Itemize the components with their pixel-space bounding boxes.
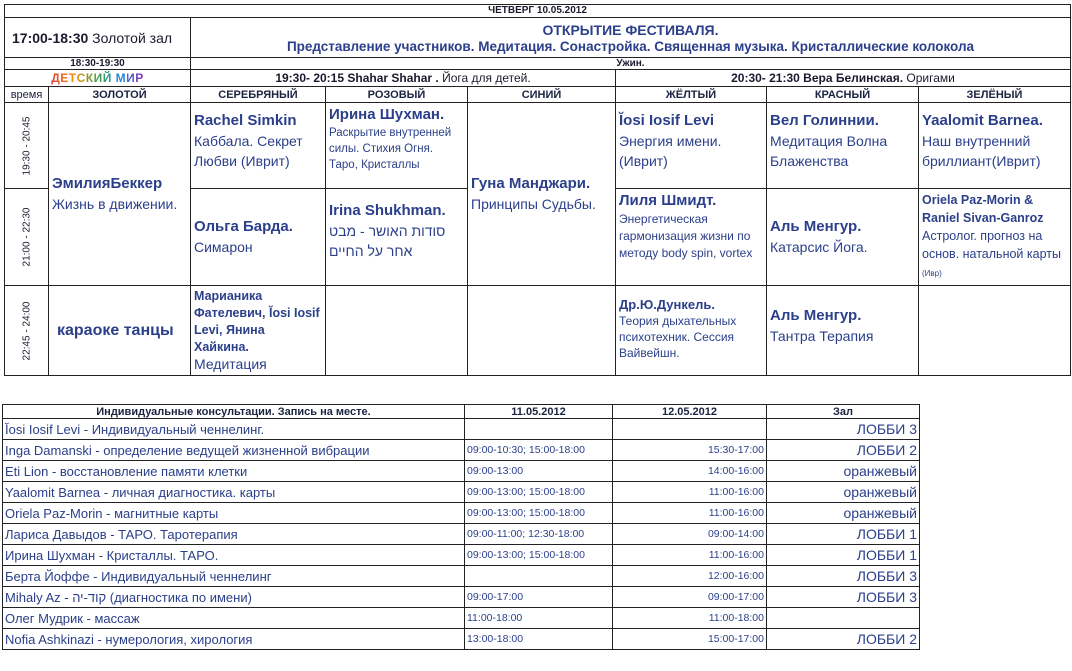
hall-name: оранжевый	[767, 461, 920, 482]
green-1-desc: Наш внутренний бриллиант(Иврит)	[922, 133, 1041, 169]
day1-hours: 09:00-13:00	[465, 461, 613, 482]
consultation-row	[3, 461, 920, 482]
silver-1-name: Rachel Simkin	[194, 112, 297, 129]
day1-hours: 09:00-11:00; 12:30-18:00	[465, 524, 613, 545]
hall-name: ЛОББИ 2	[767, 629, 920, 650]
red-2-cell	[767, 189, 919, 286]
silver-3-desc: Медитация	[194, 356, 267, 372]
day2-hours: 11:00-16:00	[613, 482, 767, 503]
red-1-desc: Медитация Волна Блаженства	[770, 133, 888, 169]
blue-main-desc: Принципы Судьбы.	[471, 196, 596, 212]
consultant-name: Oriela Paz-Morin - магнитные карты	[3, 503, 465, 524]
kids-event-1-time: 19:30- 20:15 Shahar Shahar .	[275, 71, 439, 85]
consultant-name: Mihaly Az - קוד-יה (диагностика по имени)	[3, 587, 465, 608]
pink-2-cell	[326, 189, 468, 286]
silver-2-name: Ольга Барда.	[194, 218, 293, 235]
silver-1-cell	[191, 103, 326, 189]
silver-3-name: Марианика Фателевич, Ĭosi Iosif Levi, Янина Хайкина.	[194, 289, 320, 354]
kids-event-2-title: Оригами	[906, 71, 955, 85]
hall-name: оранжевый	[767, 482, 920, 503]
green-1-name: Yaalomit Barnea.	[922, 112, 1043, 129]
header-time: время	[5, 87, 49, 103]
consultation-row	[3, 566, 920, 587]
kids-event-2-time: 20:30- 21:30 Вера Белинская.	[731, 71, 904, 85]
header-red: КРАСНЫЙ	[767, 87, 919, 103]
consultation-row	[3, 440, 920, 461]
slot-3-time: 22:45 - 24:00	[5, 286, 49, 376]
gold-main-desc: Жизнь в движении.	[52, 196, 178, 212]
yellow-1-cell	[616, 103, 767, 189]
cons-header-title: Индивидуальные консультации. Запись на месте.	[3, 405, 465, 419]
pink-1-cell	[326, 103, 468, 189]
consultation-row	[3, 629, 920, 650]
red-3-cell	[767, 286, 919, 376]
gold-main-name: ЭмилияБеккер	[52, 175, 163, 192]
day2-hours: 09:00-14:00	[613, 524, 767, 545]
opening-time-cell	[5, 18, 191, 58]
blue-3-cell	[468, 286, 616, 376]
green-2-desc: Астролог. прогноз на основ. натальной карты	[922, 229, 1061, 261]
consultant-name: Ирина Шухман - Кристаллы. ТАРО.	[3, 545, 465, 566]
day1-hours: 09:00-13:00; 15:00-18:00	[465, 482, 613, 503]
cons-header-day2: 12.05.2012	[613, 405, 767, 419]
day2-hours	[613, 419, 767, 440]
silver-2-cell	[191, 189, 326, 286]
consultations-table	[2, 404, 920, 650]
red-3-desc: Тантра Терапия	[770, 328, 874, 344]
day2-hours: 12:00-16:00	[613, 566, 767, 587]
green-2-name: Oriela Paz-Morin & Raniel Sivan-Ganroz	[922, 193, 1044, 225]
kids-world-label	[5, 70, 191, 87]
yellow-3-cell	[616, 286, 767, 376]
day1-hours: 09:00-13:00; 15:00-18:00	[465, 503, 613, 524]
hall-name: ЛОББИ 3	[767, 566, 920, 587]
red-1-name: Вел Голиннии.	[770, 112, 879, 129]
festival-schedule-table	[4, 4, 1071, 376]
pink-3-cell	[326, 286, 468, 376]
day1-hours: 09:00-17:00	[465, 587, 613, 608]
opening-time: 17:00-18:30	[12, 29, 89, 46]
hall-name: ЛОББИ 2	[767, 440, 920, 461]
header-yellow: ЖЁЛТЫЙ	[616, 87, 767, 103]
hall-name: ЛОББИ 3	[767, 419, 920, 440]
kids-event-2	[616, 70, 1071, 87]
header-silver: СЕРЕБРЯНЫЙ	[191, 87, 326, 103]
yellow-1-desc: Энергия имени. (Иврит)	[619, 133, 722, 169]
consultant-name: Eti Lion - восстановление памяти клетки	[3, 461, 465, 482]
pink-1-desc: Раскрытие внутренней силы. Стихия Огня. Таро, Кристаллы	[329, 127, 452, 171]
slot-1-time: 19:30 - 20:45	[5, 103, 49, 189]
silver-1-desc: Каббала. Секрет Любви (Иврит)	[194, 133, 303, 169]
consultation-row	[3, 545, 920, 566]
red-1-cell	[767, 103, 919, 189]
day1-hours	[465, 419, 613, 440]
day1-hours: 13:00-18:00	[465, 629, 613, 650]
header-gold: ЗОЛОТОЙ	[49, 87, 191, 103]
consultation-row	[3, 524, 920, 545]
hall-name: ЛОББИ 1	[767, 545, 920, 566]
yellow-3-name: Др.Ю.Дункель.	[619, 297, 715, 312]
green-1-cell	[919, 103, 1071, 189]
yellow-2-desc: Энергетическая гармонизация жизни по методу body spin, vortex	[619, 212, 753, 260]
consultant-name: Олег Мудрик - массаж	[3, 608, 465, 629]
yellow-1-name: Ĭosi Iosif Levi	[619, 112, 715, 129]
cons-header-day1: 11.05.2012	[465, 405, 613, 419]
silver-2-desc: Симарон	[194, 239, 253, 255]
day1-hours: 09:00-10:30; 15:00-18:00	[465, 440, 613, 461]
gold-main-cell	[49, 103, 191, 286]
hall-name	[767, 608, 920, 629]
consultation-row	[3, 587, 920, 608]
pink-2-desc: סודות האושר - מבט אחר על החיים	[329, 223, 446, 259]
kids-world-logo: ДЕТСКИЙ МИР	[51, 71, 144, 85]
kids-event-1	[191, 70, 616, 87]
silver-3-cell	[191, 286, 326, 376]
header-pink: РОЗОВЫЙ	[326, 87, 468, 103]
red-3-name: Аль Менгур.	[770, 307, 862, 324]
blue-main-name: Гуна Манджари.	[471, 175, 591, 192]
consultation-row	[3, 419, 920, 440]
consultation-row	[3, 503, 920, 524]
dinner-time: 18:30-19:30	[5, 58, 191, 70]
day1-hours: 09:00-13:00; 15:00-18:00	[465, 545, 613, 566]
blue-main-cell	[468, 103, 616, 286]
kids-event-1-title: Йога для детей.	[442, 71, 531, 85]
day2-hours: 15:00-17:00	[613, 629, 767, 650]
yellow-2-name: Лиля Шмидт.	[619, 192, 717, 209]
pink-1-name: Ирина Шухман.	[329, 106, 445, 123]
pink-2-name: Irina Shukhman.	[329, 202, 446, 219]
yellow-3-desc: Теория дыхательных психотехник. Сессия Вайвейшн.	[619, 314, 737, 360]
day2-hours: 11:00-18:00	[613, 608, 767, 629]
green-2-cell	[919, 189, 1071, 286]
opening-subtitle: Представление участников. Медитация. Сонастройка. Священная музыка. Кристаллические колокола	[286, 39, 975, 54]
day2-hours: 11:00-16:00	[613, 503, 767, 524]
red-2-desc: Катарсис Йога.	[770, 239, 868, 255]
hall-name: оранжевый	[767, 503, 920, 524]
slot-2-time: 21:00 - 22:30	[5, 189, 49, 286]
consultant-name: Лариса Давыдов - ТАРО. Таротерапия	[3, 524, 465, 545]
consultant-name: Nofia Ashkinazi - нумерология, хирология	[3, 629, 465, 650]
hall-name: ЛОББИ 3	[767, 587, 920, 608]
consultation-row	[3, 482, 920, 503]
opening-title: ОТКРЫТИЕ ФЕСТИВАЛЯ.	[542, 22, 719, 38]
hall-name: ЛОББИ 1	[767, 524, 920, 545]
day2-hours: 15:30-17:00	[613, 440, 767, 461]
day1-hours	[465, 566, 613, 587]
consultations-body	[3, 419, 920, 650]
day2-hours: 11:00-16:00	[613, 545, 767, 566]
consultation-row	[3, 608, 920, 629]
cons-header-hall: Зал	[767, 405, 920, 419]
opening-cell	[191, 18, 1071, 58]
consultant-name: Ĭosi Iosif Levi - Индивидуальный ченнелинг.	[3, 419, 465, 440]
day2-hours: 09:00-17:00	[613, 587, 767, 608]
red-2-name: Аль Менгур.	[770, 218, 862, 235]
gold-late-name: караоке танцы	[57, 321, 174, 339]
opening-hall: Золотой зал	[92, 29, 173, 46]
header-blue: СИНИЙ	[468, 87, 616, 103]
consultant-name: Inga Damanski - определение ведущей жизненной вибрации	[3, 440, 465, 461]
dinner-label: Ужин.	[191, 58, 1071, 70]
header-green: ЗЕЛЁНЫЙ	[919, 87, 1071, 103]
consultant-name: Yaalomit Barnea - личная диагностика. карты	[3, 482, 465, 503]
day2-hours: 14:00-16:00	[613, 461, 767, 482]
day-header: ЧЕТВЕРГ 10.05.2012	[5, 5, 1071, 18]
yellow-2-cell	[616, 189, 767, 286]
day1-hours: 11:00-18:00	[465, 608, 613, 629]
gold-late-cell	[49, 286, 191, 376]
green-2-note: (Ивр)	[922, 269, 942, 278]
consultant-name: Берта Йоффе - Индивидуальный ченнелинг	[3, 566, 465, 587]
green-3-cell	[919, 286, 1071, 376]
